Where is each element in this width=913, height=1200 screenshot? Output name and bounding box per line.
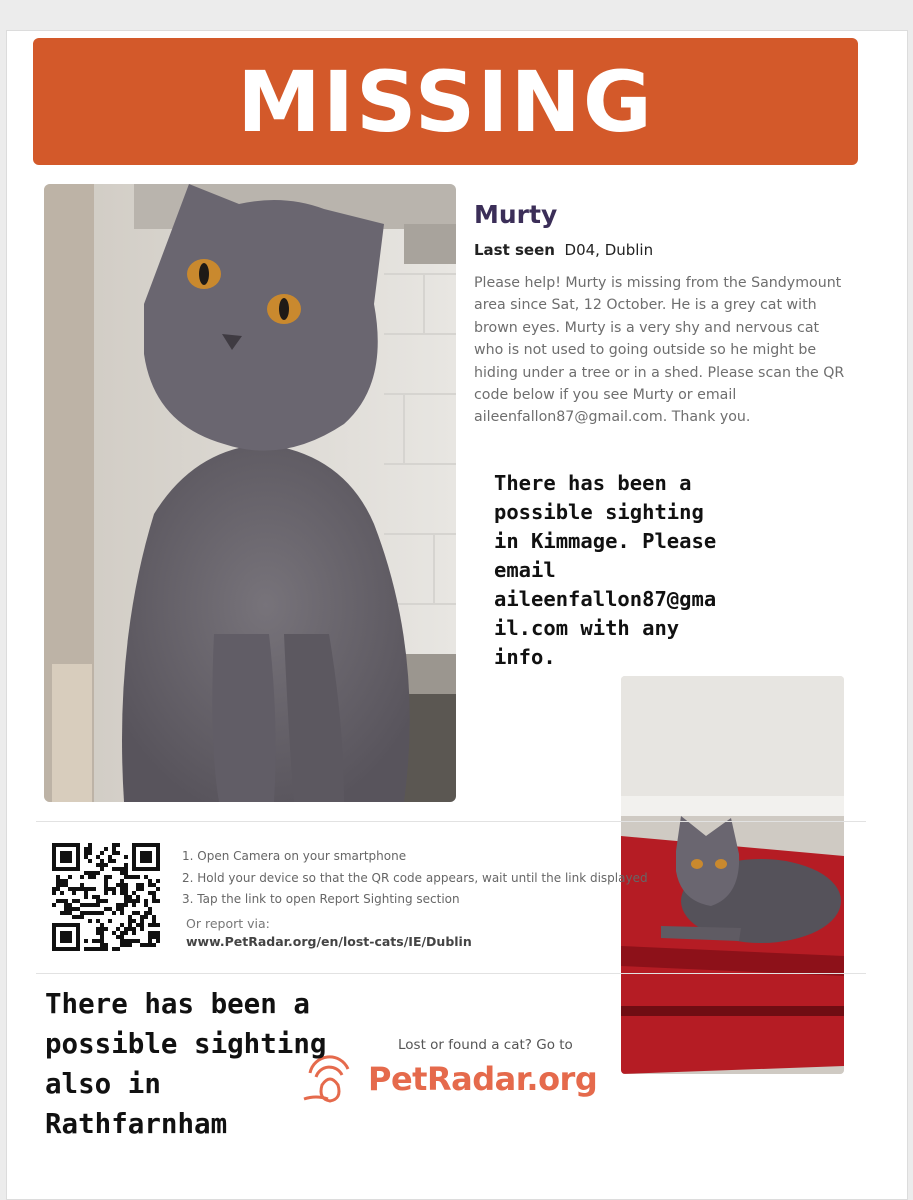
last-seen-value: D04, Dublin (564, 241, 654, 259)
divider (36, 973, 866, 974)
logo-text: PetRadar.org (368, 1060, 598, 1098)
lost-found-text: Lost or found a cat? Go to (398, 1037, 573, 1053)
instruction-step: 2. Hold your device so that the QR code appears, wait until the link displayed (182, 870, 648, 885)
sighting-note-kimmage (494, 469, 784, 672)
missing-banner (33, 38, 858, 165)
note-line: il.com with any (494, 616, 680, 640)
note-line: aileenfallon87@gma (494, 587, 717, 611)
last-seen (474, 241, 653, 259)
note-line: Rathfarnham (45, 1108, 228, 1140)
note-line: There has been a (494, 471, 692, 495)
note-line: There has been a (45, 988, 310, 1020)
cat-photo-main (44, 184, 456, 802)
banner-title: MISSING (237, 52, 654, 151)
qr-code-icon[interactable] (52, 843, 160, 951)
report-label: Or report via: (186, 916, 270, 931)
pet-name: Murty (474, 200, 558, 229)
scan-instructions (182, 846, 648, 911)
sighting-note-rathfarnham (45, 984, 425, 1144)
note-line: also in (45, 1068, 161, 1100)
instruction-step: 3. Tap the link to open Report Sighting section (182, 892, 460, 906)
instruction-step: 1. Open Camera on your smartphone (182, 849, 407, 863)
divider (36, 821, 866, 822)
note-line: possible sighting (494, 500, 704, 524)
pet-description: Please help! Murty is missing from the Sandymount area since Sat, 12 October. He is a grey cat with brown eyes. Murty is a very shy and nervous cat who is not used to going outside so he might be hiding under a tree or in a shed. Please scan the QR code below if you see Murty or email aileenfallon87@gmail.com. Thank you. (474, 275, 845, 426)
note-line: info. (494, 645, 556, 669)
report-link[interactable]: www.PetRadar.org/en/lost-cats/IE/Dublin (186, 934, 472, 949)
note-line: email (494, 558, 556, 582)
note-line: in Kimmage. Please (494, 529, 717, 553)
last-seen-label: Last seen (474, 241, 555, 259)
cat-photo-suitcase (621, 676, 844, 1074)
note-line: possible sighting (45, 1028, 327, 1060)
